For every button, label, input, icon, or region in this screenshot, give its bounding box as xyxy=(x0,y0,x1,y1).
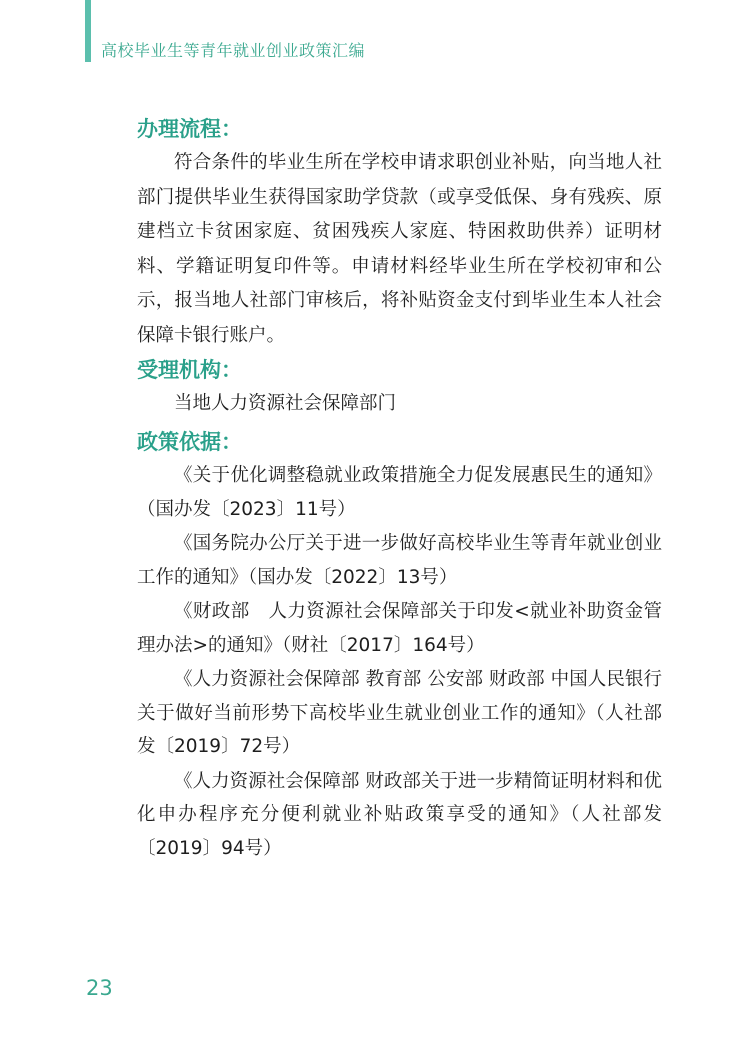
section-heading-agency: 受理机构： xyxy=(137,358,242,382)
header-accent-bar xyxy=(85,0,91,62)
page-number: 23 xyxy=(86,976,113,1000)
policy-basis-item: 《人力资源社会保障部 教育部 公安部 财政部 中国人民银行关于做好当前形势下高校毕业生就业创业工作的通知》（人社部发〔2019〕72号） xyxy=(137,669,662,757)
policy-basis-item: 《人力资源社会保障部 财政部关于进一步精简证明材料和优化申办程序充分便利就业补贴政策享受的通知》（人社部发〔2019〕94号） xyxy=(137,770,662,859)
section-heading-basis: 政策依据： xyxy=(137,430,242,454)
agency-text: 当地人力资源社会保障部门 xyxy=(174,393,397,414)
process-paragraph: 符合条件的毕业生所在学校申请求职创业补贴，向当地人社部门提供毕业生获得国家助学贷款（或享受低保、身有残疾、原建档立卡贫困家庭、贫困残疾人家庭、特困救助供养）证明材料、学籍证明复印件等。申请材料经毕业生所在学校初审和公示，报当地人社部门审核后，将补贴资金支付到毕业生本人社会保障卡银行账户。 xyxy=(137,152,662,346)
page-content xyxy=(137,112,662,866)
policy-basis-item: 《财政部 人力资源社会保障部关于印发<就业补助资金管理办法>的通知》（财社〔2017〕164号） xyxy=(137,601,662,656)
policy-basis-item: 《关于优化调整稳就业政策措施全力促发展惠民生的通知》（国办发〔2023〕11号） xyxy=(137,465,662,520)
running-header-title: 高校毕业生等青年就业创业政策汇编 xyxy=(101,41,366,60)
policy-basis-item: 《国务院办公厅关于进一步做好高校毕业生等青年就业创业工作的通知》（国办发〔2022〕13号） xyxy=(137,533,662,588)
policy-basis-list xyxy=(137,459,662,865)
section-heading-process: 办理流程： xyxy=(137,117,242,141)
